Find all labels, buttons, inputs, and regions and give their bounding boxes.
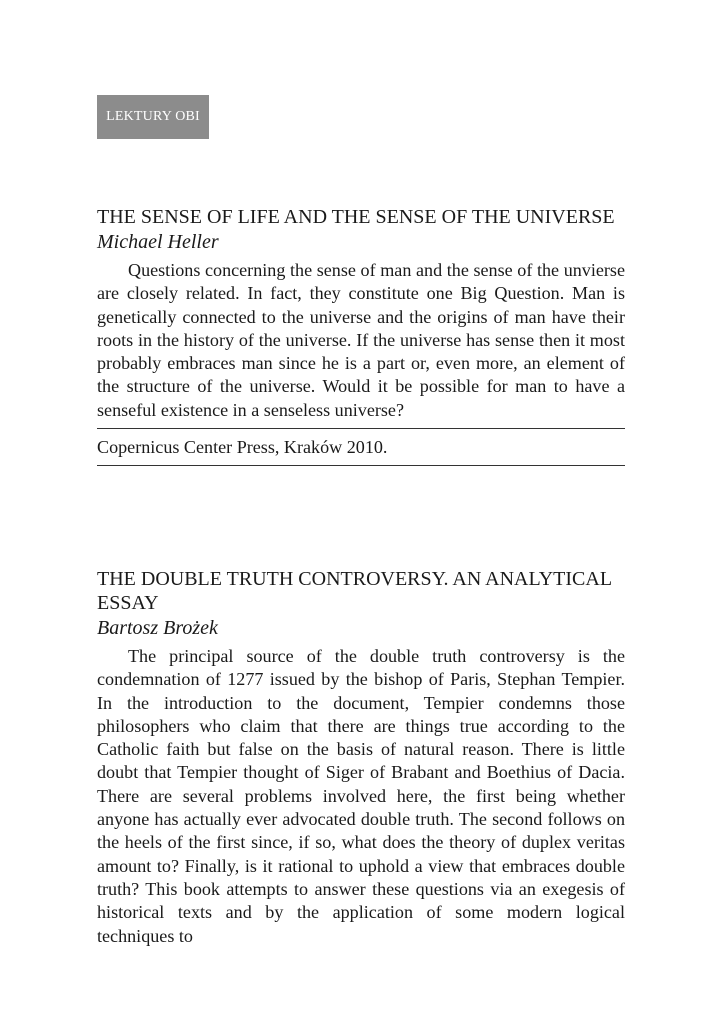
book-author: Michael Heller bbox=[97, 231, 219, 253]
section-header-badge: LEKTURY OBI bbox=[97, 95, 209, 139]
publication-info: Copernicus Center Press, Kraków 2010. bbox=[97, 437, 388, 458]
book-entry bbox=[97, 567, 625, 948]
book-title: THE SENSE OF LIFE AND THE SENSE OF THE UNIVERSE bbox=[97, 206, 615, 228]
divider bbox=[97, 465, 625, 466]
book-abstract: Questions concerning the sense of man and the sense of the unvierse are closely related. In fact, they constitute one Big Question. Man is genetically connected to the universe and the origins of man have their roots in the history of the universe. If the universe has sense then it most probably embraces man since he is a part or, even more, an element of the structure of the universe. Would it be possible for man to have a senseful existence in a senseless universe? bbox=[97, 260, 625, 420]
book-abstract: The principal source of the double truth controversy is the condemnation of 1277 issued by the bishop of Paris, Stephan Tempier. In the introduction to the document, Tempier condemns those philosophers who claim that there are things true according to the Catholic faith but false on the basis of natural reason. There is little doubt that Tempier thought of Siger of Brabant and Boethius of Dacia. There are several problems involved here, the first being whether anyone has actually ever advocated double truth. The second follows on the heels of the first since, if so, what does the theory of duplex veritas amount to? Finally, is it rational to uphold a view that embraces double truth? This book attempts to answer these questions via an exegesis of historical texts and by the application of some modern logical techniques to bbox=[97, 646, 625, 946]
book-title: THE DOUBLE TRUTH CONTROVERSY. AN ANALYTICAL ESSAY bbox=[97, 568, 612, 614]
book-author: Bartosz Brożek bbox=[97, 617, 218, 639]
book-entry bbox=[97, 205, 625, 466]
